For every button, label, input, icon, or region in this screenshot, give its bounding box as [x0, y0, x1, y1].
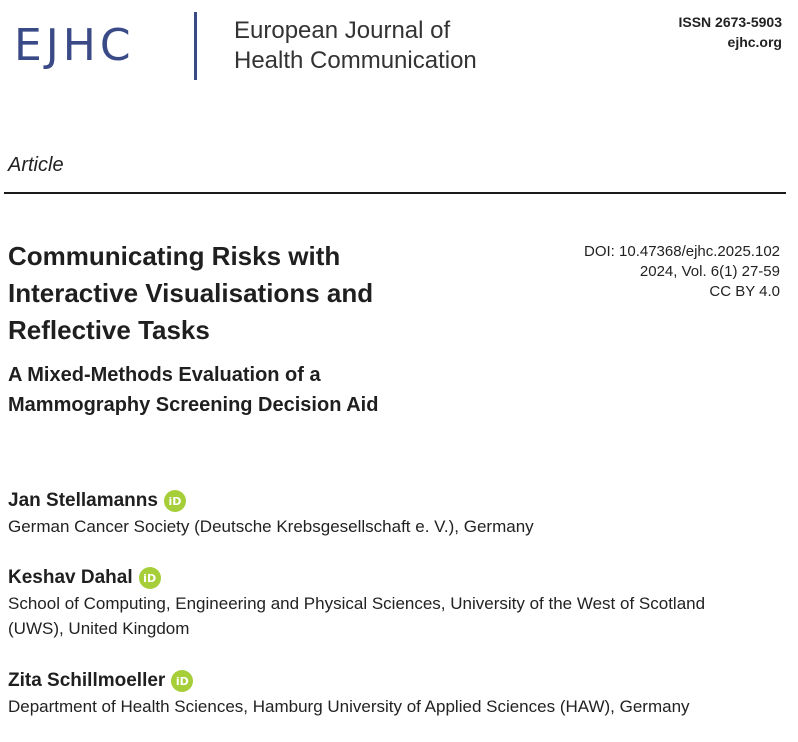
- title-line-3: Reflective Tasks: [8, 315, 210, 345]
- logo-divider: [194, 12, 197, 80]
- header-divider: [4, 192, 786, 194]
- author-block: [8, 490, 788, 539]
- article-title: [8, 238, 468, 349]
- doi[interactable]: DOI: 10.47368/ejhc.2025.102: [584, 243, 780, 260]
- issn-block: [678, 12, 782, 52]
- orcid-icon[interactable]: iD: [164, 490, 186, 512]
- article-subtitle: [8, 360, 468, 420]
- author-affiliation: German Cancer Society (Deutsche Krebsgesellschaft e. V.), Germany: [8, 517, 534, 536]
- orcid-icon[interactable]: iD: [139, 567, 161, 589]
- article-type-label: Article: [8, 154, 64, 176]
- journal-logo: [14, 12, 514, 82]
- site-link[interactable]: ejhc.org: [727, 34, 782, 50]
- title-line-1: Communicating Risks with: [8, 241, 341, 271]
- journal-name-line2: Health Communication: [234, 47, 477, 74]
- author-name: Jan Stellamanns: [8, 490, 158, 511]
- author-affiliation: [8, 591, 788, 641]
- license[interactable]: CC BY 4.0: [709, 283, 780, 300]
- subtitle-line-1: A Mixed-Methods Evaluation of a: [8, 364, 321, 386]
- subtitle-line-2: Mammography Screening Decision Aid: [8, 394, 379, 416]
- author-name: Keshav Dahal: [8, 567, 133, 588]
- author-block: [8, 670, 788, 719]
- logo-wordmark: EJHC: [14, 20, 135, 71]
- article-meta: [584, 242, 780, 302]
- title-line-2: Interactive Visualisations and: [8, 278, 374, 308]
- author-affiliation: Department of Health Sciences, Hamburg University of Applied Sciences (HAW), Germany: [8, 697, 690, 716]
- volume-info: 2024, Vol. 6(1) 27-59: [639, 263, 780, 280]
- orcid-icon[interactable]: iD: [171, 670, 193, 692]
- journal-name-line1: European Journal of: [234, 17, 451, 44]
- issn: ISSN 2673-5903: [678, 14, 782, 30]
- affiliation-line-1: School of Computing, Engineering and Physical Sciences, University of the West of Scotland: [8, 594, 706, 613]
- affiliation-line-2: (UWS), United Kingdom: [8, 619, 190, 638]
- journal-name: [234, 16, 477, 76]
- author-block: [8, 567, 788, 641]
- author-name: Zita Schillmoeller: [8, 670, 166, 691]
